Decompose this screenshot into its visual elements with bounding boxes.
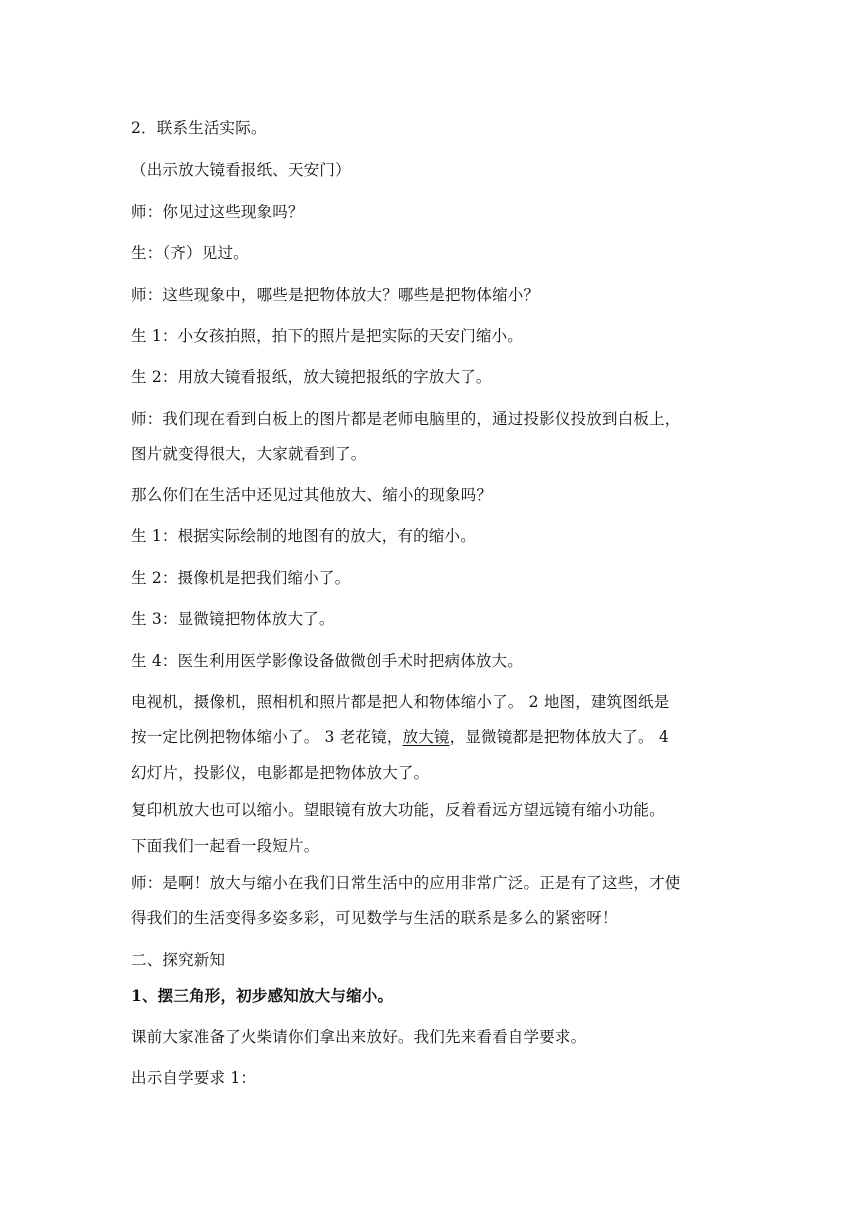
text-line: （出示放大镜看报纸、天安门） (131, 161, 351, 179)
text-line: 生 4：医生利用医学影像设备做微创手术时把病体放大。 (131, 652, 523, 670)
text-segment: ，显微镜都是把物体放大了。 4 (449, 728, 669, 746)
text-line: 下面我们一起看一段短片。 (131, 837, 320, 855)
text-line: 生 1：根据实际绘制的地图有的放大，有的缩小。 (131, 527, 476, 545)
text-line: 师：是啊！放大与缩小在我们日常生活中的应用非常广泛。正是有了这些，才使 (131, 874, 681, 892)
text-line: 生 1：小女孩拍照，拍下的照片是把实际的天安门缩小。 (131, 327, 523, 345)
section-heading: 二、探究新知 (131, 951, 226, 969)
text-line: 生：（齐）见过。 (131, 244, 249, 262)
text-line: 师：这些现象中，哪些是把物体放大？哪些是把物体缩小？ (131, 286, 540, 304)
text-line: 出示自学要求 1： (131, 1069, 257, 1087)
text-line: 生 2：用放大镜看报纸，放大镜把报纸的字放大了。 (131, 368, 492, 386)
text-line: 生 2：摄像机是把我们缩小了。 (131, 569, 351, 587)
text-line: 生 3：显微镜把物体放大了。 (131, 610, 335, 628)
text-line: 2．联系生活实际。 (131, 119, 267, 137)
text-line: 幻灯片，投影仪，电影都是把物体放大了。 (131, 764, 430, 782)
text-segment: 按一定比例把物体缩小了。 3 老花镜， (131, 728, 403, 746)
text-line: 电视机，摄像机，照相机和照片都是把人和物体缩小了。 2 地图，建筑图纸是 (131, 693, 670, 711)
underlined-term: 放大镜 (402, 728, 450, 746)
text-line: 图片就变得很大，大家就看到了。 (131, 445, 367, 463)
text-line: 得我们的生活变得多姿多彩，可见数学与生活的联系是多么的紧密呀！ (131, 909, 618, 927)
text-line: 课前大家准备了火柴请你们拿出来放好。我们先来看看自学要求。 (131, 1028, 587, 1046)
text-line: 那么你们在生活中还见过其他放大、缩小的现象吗？ (131, 486, 493, 504)
subsection-heading: 1、摆三角形，初步感知放大与缩小。 (131, 986, 394, 1005)
text-line: 师：我们现在看到白板上的图片都是老师电脑里的，通过投影仪投放到白板上， (131, 410, 681, 428)
text-line: 复印机放大也可以缩小。望眼镜有放大功能，反着看远方望远镜有缩小功能。 (131, 801, 665, 819)
text-line: 师：你见过这些现象吗？ (131, 203, 304, 221)
text-line (131, 727, 751, 747)
